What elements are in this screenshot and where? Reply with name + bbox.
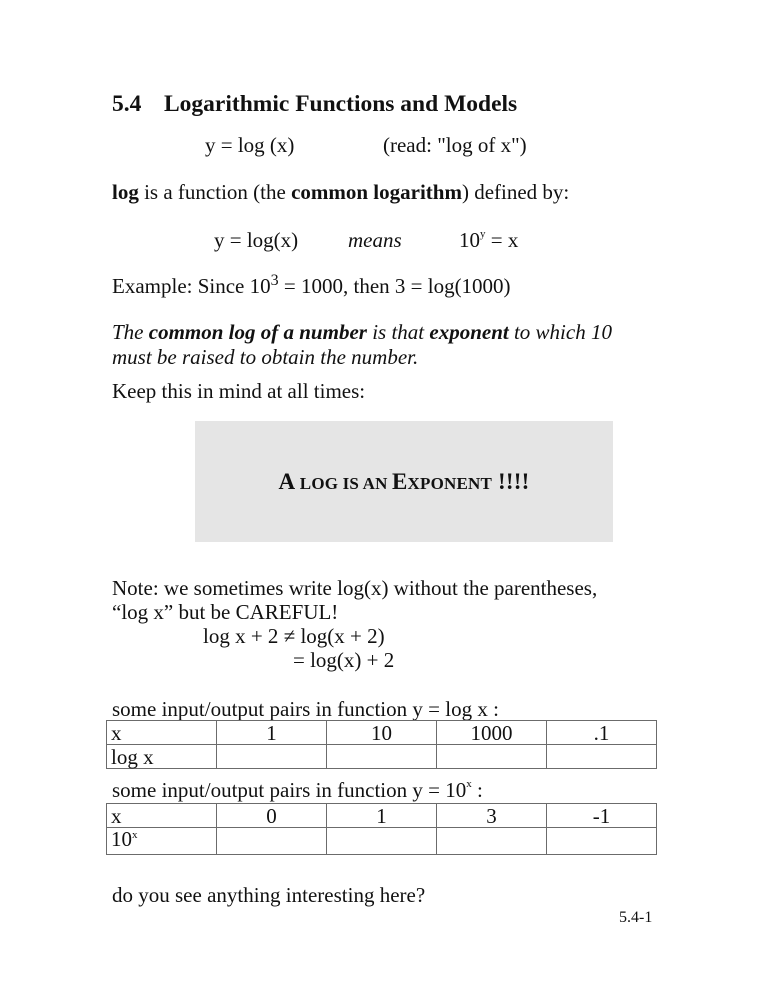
- table-cell: [217, 745, 327, 769]
- table-cell: 3: [437, 804, 547, 828]
- italic-statement-line2: must be raised to obtain the number.: [112, 345, 419, 369]
- page-number: 5.4-1: [619, 909, 653, 926]
- def-equation-left: y = log(x): [214, 228, 299, 252]
- caption2-exponent: x: [466, 778, 472, 790]
- table-cell: [547, 828, 657, 855]
- example-line: [112, 274, 511, 301]
- table-row: [107, 745, 657, 769]
- table-cell: -1: [547, 804, 657, 828]
- table-cell: [437, 745, 547, 769]
- table2-caption: [112, 778, 483, 806]
- table-cell: 1000: [437, 721, 547, 745]
- example-exponent: 3: [270, 272, 279, 289]
- table-row: [107, 828, 657, 855]
- def-text-end: ) defined by:: [461, 180, 570, 204]
- stmt-exponent: exponent: [429, 320, 509, 344]
- table-cell: 1: [217, 721, 327, 745]
- callout-bangs: !!!!: [492, 468, 530, 494]
- table-row: [107, 804, 657, 828]
- note-line3: log x + 2 ≠ log(x + 2): [203, 624, 385, 648]
- exponent-y: y: [480, 228, 486, 240]
- def-text: is a function (the: [138, 180, 292, 204]
- table-cell-label: log x: [107, 745, 217, 769]
- base-ten: 10: [459, 228, 480, 252]
- log-table: [106, 720, 657, 769]
- example-prefix: Example: Since 10: [112, 274, 271, 298]
- table-cell-label: x: [107, 721, 217, 745]
- stmt-p3: is that: [366, 320, 430, 344]
- callout-log-is-an: LOG IS AN: [295, 473, 392, 493]
- table-row: [107, 721, 657, 745]
- label-base: 10: [111, 827, 132, 851]
- caption2-prefix: some input/output pairs in function y = 10: [112, 778, 467, 802]
- table-cell: [217, 828, 327, 855]
- table-cell: 10: [327, 721, 437, 745]
- callout-text: [279, 469, 530, 495]
- table1-caption: some input/output pairs in function y = log x :: [112, 697, 499, 721]
- means-text: means: [348, 228, 402, 252]
- def-equation-right: [459, 228, 518, 256]
- callout-a: A: [278, 468, 296, 494]
- callout-e: E: [392, 468, 408, 494]
- intro-equation: y = log (x): [205, 133, 295, 157]
- section-title: Logarithmic Functions and Models: [164, 91, 518, 117]
- table-cell: [327, 745, 437, 769]
- note-line2: “log x” but be CAREFUL!: [112, 600, 339, 624]
- table-cell-label: [107, 828, 217, 855]
- stmt-p1: The: [112, 320, 149, 344]
- table-cell: .1: [547, 721, 657, 745]
- note-line1: Note: we sometimes write log(x) without the parentheses,: [112, 576, 598, 600]
- table-cell: 0: [217, 804, 327, 828]
- def-log: log: [112, 180, 139, 204]
- table-cell: [437, 828, 547, 855]
- question-text: do you see anything interesting here?: [112, 883, 426, 907]
- label-exponent: x: [132, 829, 138, 841]
- stmt-common-log: common log of a number: [148, 320, 367, 344]
- intro-read: (read: "log of x"): [383, 133, 527, 157]
- table-cell: [547, 745, 657, 769]
- def-equation-means: [348, 228, 402, 252]
- note-line4: = log(x) + 2: [293, 648, 395, 672]
- keep-in-mind: Keep this in mind at all times:: [112, 379, 366, 403]
- callout-xponent: XPONENT: [407, 473, 493, 493]
- stmt-p5: to which 10: [508, 320, 612, 344]
- table-cell: 1: [327, 804, 437, 828]
- section-number: 5.4: [112, 91, 142, 117]
- page-title: [112, 90, 517, 118]
- exp-table: [106, 803, 657, 855]
- example-suffix: = 1000, then 3 = log(1000): [278, 274, 511, 298]
- table-cell-label: x: [107, 804, 217, 828]
- def-common-log: common logarithm: [291, 180, 462, 204]
- callout-box: [195, 421, 613, 542]
- definition-line: [112, 180, 569, 204]
- table-cell: [327, 828, 437, 855]
- italic-statement-line1: [112, 320, 612, 344]
- equals-x: = x: [485, 228, 519, 252]
- caption2-suffix: :: [471, 778, 483, 802]
